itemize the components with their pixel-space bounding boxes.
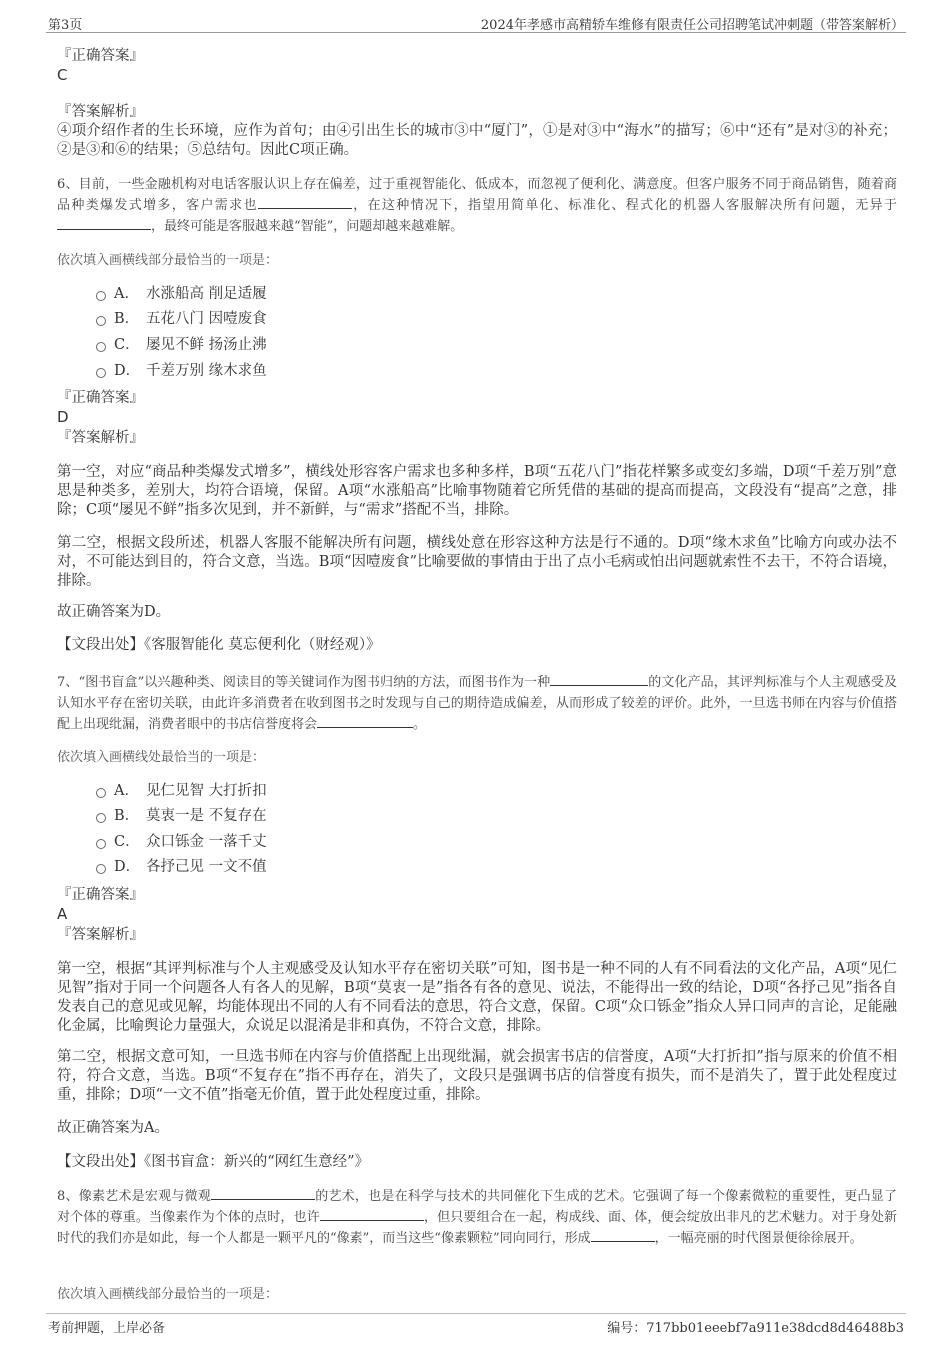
- q7-conclusion: 故正确答案为A。: [57, 1120, 169, 1136]
- blank-1: [258, 196, 352, 209]
- radio-icon[interactable]: [96, 788, 106, 798]
- page-footer: [46, 1313, 906, 1334]
- q6-conclusion: 故正确答案为D。: [57, 604, 171, 620]
- q7-stem: 7、“图书盲盒”以兴趣种类、阅读目的等关键词作为图书归纳的方法，而图书作为一种 的文化产品，其评判标准与个人主观感受及认知水平存在密切关联，由此许多消费者在收到图书之时发现与自己的期待造成偏差，从而形成了较差的评价。此外，一旦选书师在内容与价值搭配上出现纰漏，消费者眼中的书店信誉度将会 。: [57, 675, 897, 732]
- footer-slogan: 考前押题，上岸必备: [48, 1321, 166, 1336]
- radio-icon[interactable]: [96, 813, 106, 823]
- blank-3: [591, 1229, 655, 1242]
- q5-answer: C: [57, 66, 68, 84]
- blank-1: [550, 673, 648, 686]
- q6-option-c[interactable]: C． 屡见不鲜 扬汤止沸: [96, 335, 267, 355]
- radio-icon[interactable]: [96, 839, 106, 849]
- q6-analysis-1: 第一空，对应“商品种类爆发式增多”，横线处形容客户需求也多种多样，B项“五花八门”指花样繁多或变幻多端，D项“千差万别”意思是种类多，差别大，均符合语境，保留。A项“水涨船高”比喻事物随着它所凭借的基础的提高而提高，文段没有“提高”之意，排除；C项“屡见不鲜”指多次见到，并不新鲜，与“需求”搭配不当，排除。: [57, 464, 897, 518]
- explanation-label: 『答案解析』: [57, 927, 144, 943]
- q7-prompt: 依次填入画横线处最恰当的一项是：: [57, 750, 266, 765]
- blank-2: [320, 1208, 424, 1221]
- q6-prompt: 依次填入画横线部分最恰当的一项是：: [57, 253, 279, 268]
- blank-1: [211, 1187, 315, 1200]
- q7-option-c[interactable]: C． 众口铄金 一落千丈: [96, 832, 267, 852]
- answer-label: 『正确答案』: [57, 390, 144, 406]
- q6-option-a[interactable]: A． 水涨船高 削足适履: [96, 284, 267, 304]
- page-header: [46, 14, 906, 33]
- blank-2: [317, 715, 413, 728]
- blank-2: [57, 217, 151, 230]
- radio-icon[interactable]: [96, 291, 106, 301]
- q7-option-a[interactable]: A． 见仁见智 大打折扣: [96, 781, 267, 801]
- q7-source: 【文段出处】《图书盲盒：新兴的“网红生意经”》: [57, 1154, 370, 1170]
- explanation-label: 『答案解析』: [57, 104, 144, 120]
- q7-answer: A: [57, 905, 68, 923]
- q8-prompt: 依次填入画横线部分最恰当的一项是：: [57, 1287, 279, 1302]
- page-number: 第3页: [48, 18, 83, 33]
- q6-analysis-2: 第二空，根据文段所述，机器人客服不能解决所有问题，横线处意在形容这种方法是行不通的。D项“缘木求鱼”比喻方向或办法不对，不可能达到目的，符合文意，当选。B项“因噎废食”比喻要做的事情由于出了点小毛病或怕出问题就索性不去干，不符合语境，排除。: [57, 535, 897, 589]
- q8-stem: 8、像素艺术是宏观与微观 的艺术，也是在科学与技术的共同催化下生成的艺术。它强调了每一个像素微粒的重要性，更凸显了对个体的尊重。当像素作为个体的点时，也许 ，但只要组合在一起，构成线、面、体，便会绽放出非凡的艺术魅力。对于身处新时代的我们亦是如此，每一个人都是一颗平凡的“像素”，而当这些“像素颗粒”同向同行，形成 ，一幅亮丽的时代图景便徐徐展开。: [57, 1189, 897, 1246]
- answer-label: 『正确答案』: [57, 887, 144, 903]
- q7-analysis-2: 第二空，根据文意可知，一旦选书师在内容与价值搭配上出现纰漏，就会损害书店的信誉度，A项“大打折扣”指与原来的价值不相符，符合文意，当选。B项“不复存在”指不再存在，消失了，文段只是强调书店的信誉度有损失，而不是消失了，置于此处程度过重，排除；D项“一文不值”指毫无价值，置于此处程度过重，排除。: [57, 1049, 897, 1103]
- q6-option-d[interactable]: D． 千差万别 缘木求鱼: [96, 361, 267, 381]
- q6-source: 【文段出处】《客服智能化 莫忘便利化（财经观）》: [57, 637, 381, 653]
- radio-icon[interactable]: [96, 342, 106, 352]
- document-title: 2024年孝感市高精轿车维修有限责任公司招聘笔试冲刺题（带答案解析）: [480, 18, 904, 33]
- q7-analysis-1: 第一空，根据“其评判标准与个人主观感受及认知水平存在密切关联”可知，图书是一种不同的人有不同看法的文化产品，A项“见仁见智”指对于同一个问题各人有各人的见解，B项“莫衷一是”指各有各的意见、说法，不能得出一致的结论，D项“各抒己见”指各自发表自己的意见或见解，均能体现出不同的人有不同看法的意思，符合文意，保留。C项“众口铄金”指众人异口同声的言论，足能融化金属，比喻舆论力量强大，众说足以混淆是非和真伪，不符合文意，排除。: [57, 961, 897, 1034]
- q6-answer: D: [57, 408, 69, 426]
- q5-analysis: ④项介绍作者的生长环境，应作为首句；由④引出生长的城市③中“厦门”，①是对③中“海水”的描写；⑥中“还有”是对③的补充；②是③和⑥的结果；⑤总结句。因此C项正确。: [57, 123, 897, 158]
- explanation-label: 『答案解析』: [57, 430, 144, 446]
- document-id: 编号：717bb01eeebf7a911e38dcd8d46488b3: [607, 1321, 904, 1336]
- radio-icon[interactable]: [96, 316, 106, 326]
- q6-option-b[interactable]: B． 五花八门 因噎废食: [96, 309, 267, 329]
- radio-icon[interactable]: [96, 368, 106, 378]
- radio-icon[interactable]: [96, 864, 106, 874]
- q6-stem: 6、目前，一些金融机构对电话客服认识上存在偏差，过于重视智能化、低成本，而忽视了便利化、满意度。但客户服务不同于商品销售，随着商品种类爆发式增多，客户需求也 ，在这种情况下，指望用简单化、标准化、程式化的机器人客服解决所有问题，无异于，最终可能是客服越来越“智能”，问题却越来越难解。: [57, 177, 897, 234]
- answer-label: 『正确答案』: [57, 48, 144, 64]
- q7-option-d[interactable]: D． 各抒己见 一文不值: [96, 857, 267, 877]
- q7-option-b[interactable]: B． 莫衷一是 不复存在: [96, 806, 267, 826]
